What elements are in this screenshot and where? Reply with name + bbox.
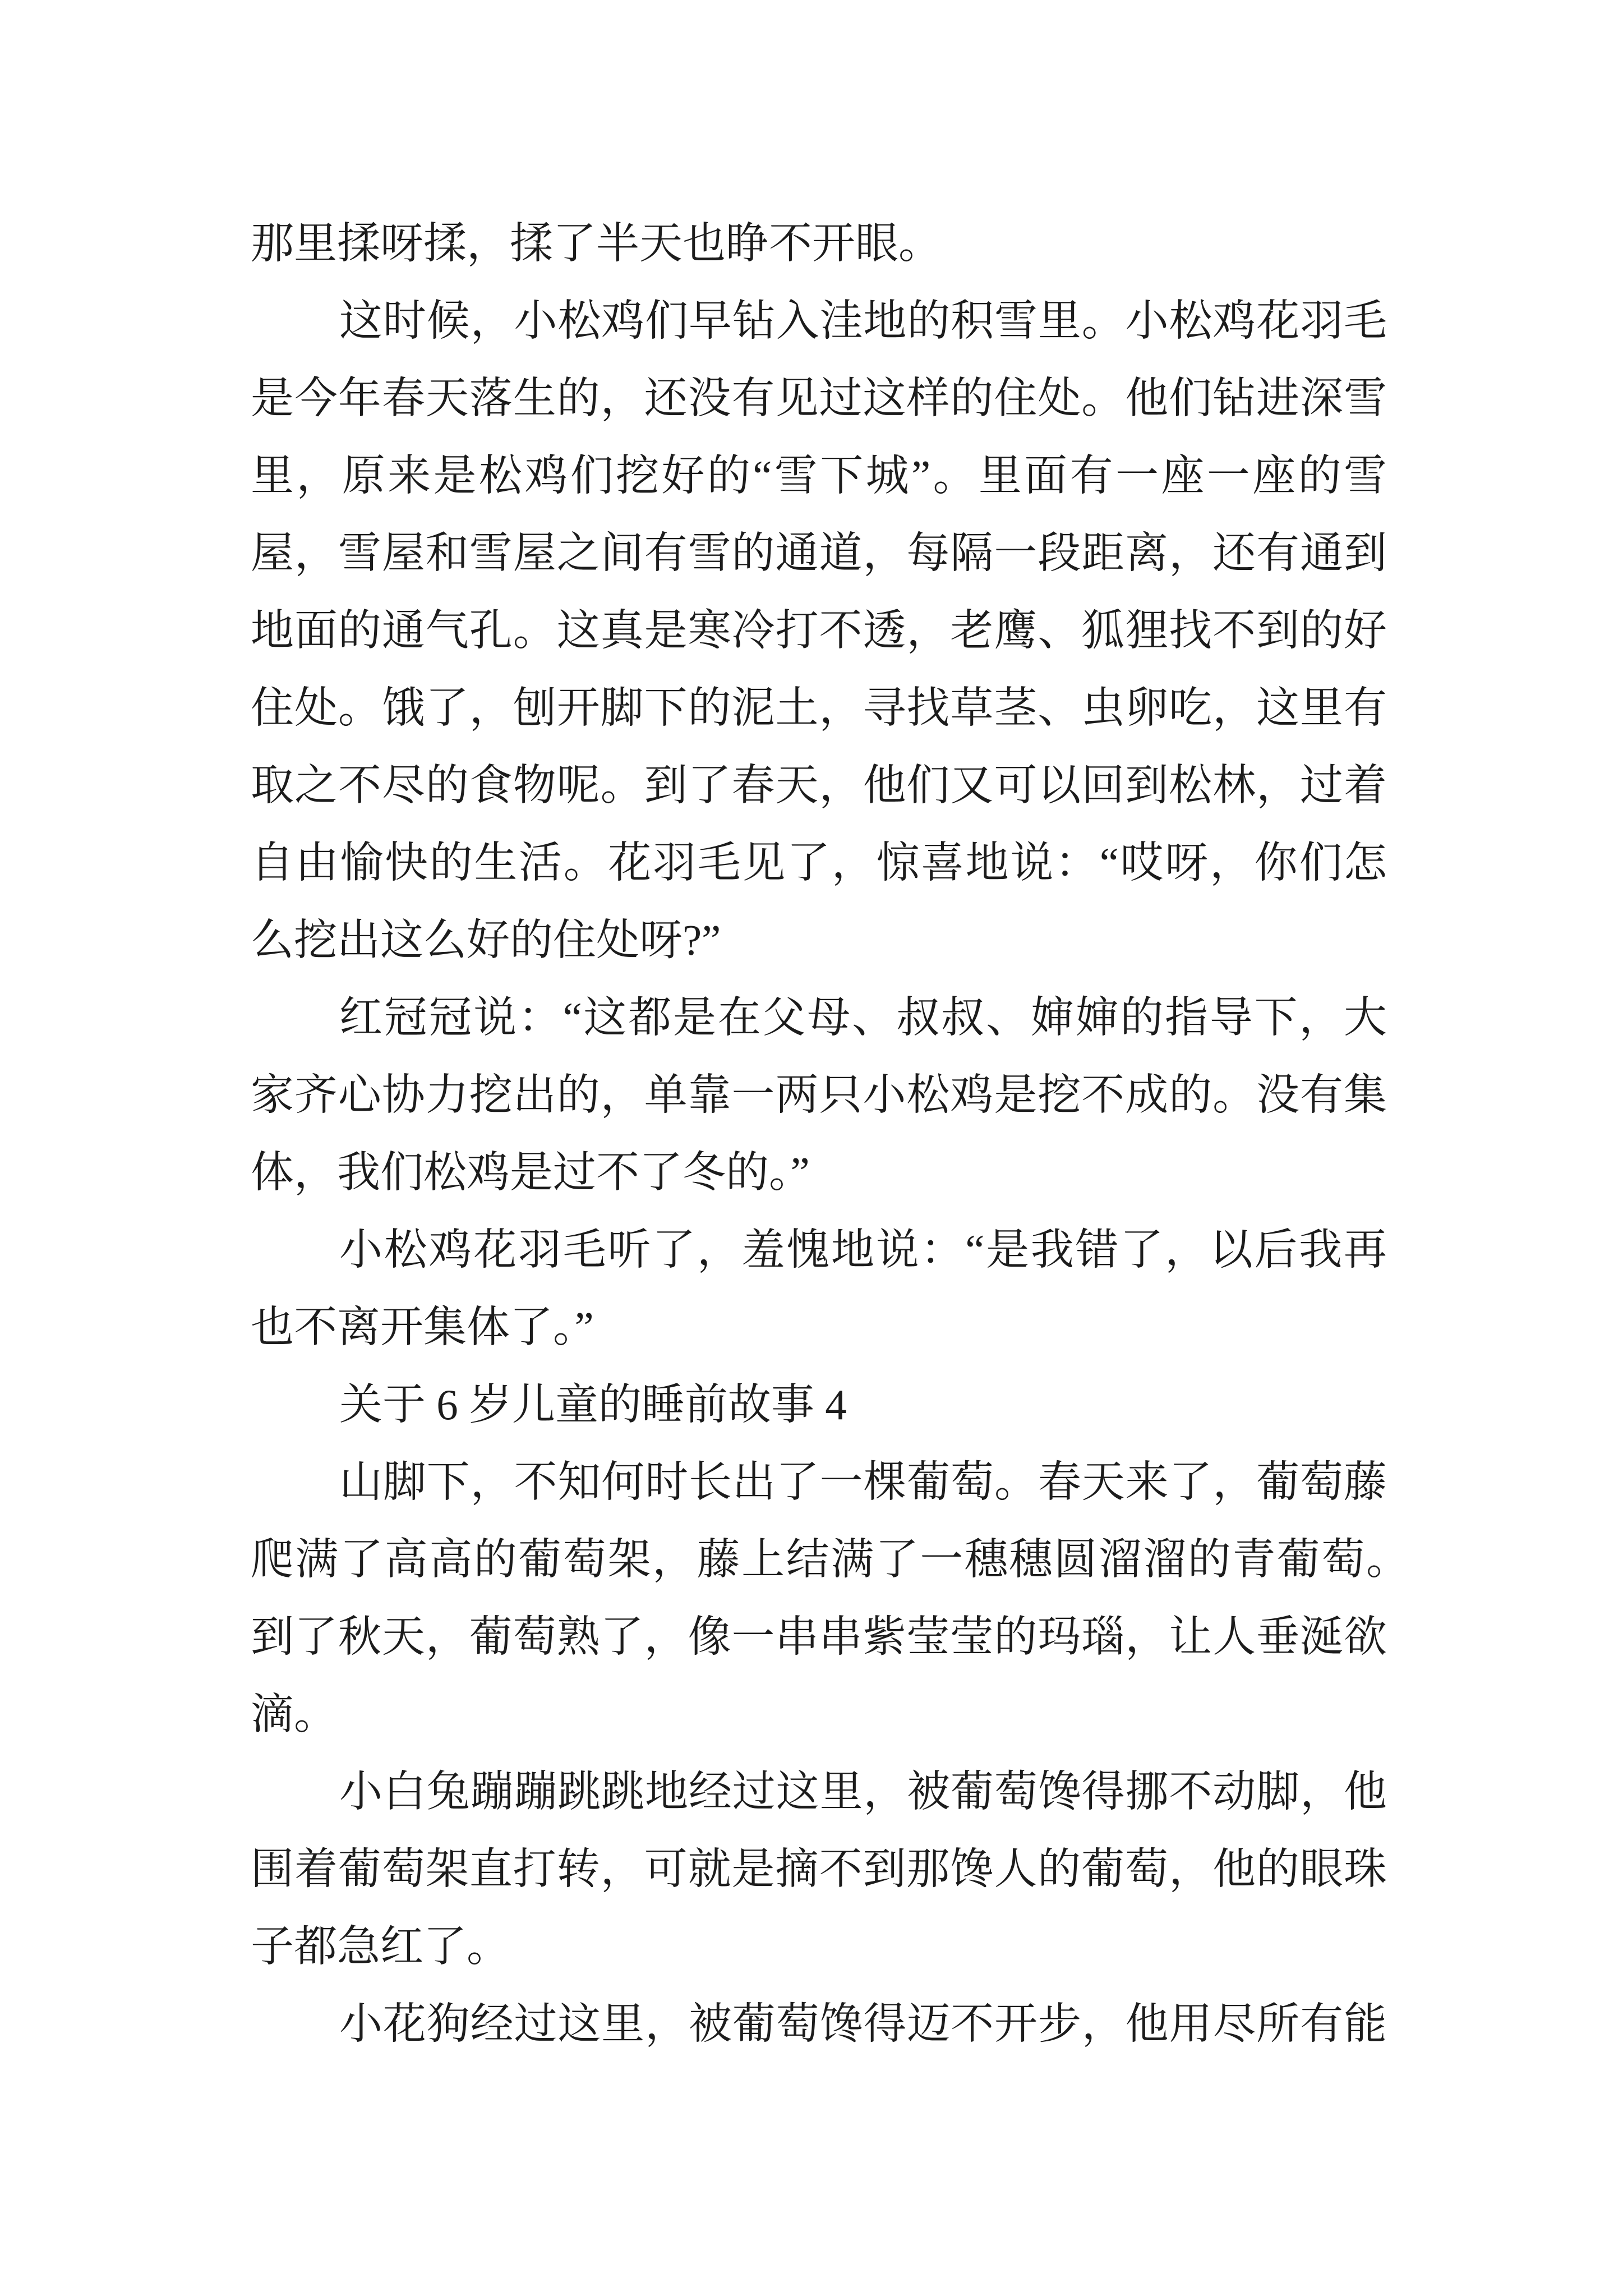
paragraph	[251, 979, 1387, 1211]
text-line: 住处。饿了，刨开脚下的泥土，寻找草茎、虫卵吃，这里有	[251, 684, 1387, 732]
text-line: 屋，雪屋和雪屋之间有雪的通道，每隔一段距离，还有通到	[251, 529, 1387, 577]
text-line: 红冠冠说：“这都是在父母、叔叔、婶婶的指导下，大	[339, 993, 1387, 1042]
text-line: 么挖出这么好的住处呀?”	[251, 916, 721, 964]
paragraph	[251, 1211, 1387, 1366]
text-line: 爬满了高高的葡萄架，藤上结满了一穗穗圆溜溜的青葡萄。	[251, 1535, 1409, 1584]
text-line: 山脚下，不知何时长出了一棵葡萄。春天来了，葡萄藤	[339, 1458, 1387, 1506]
text-line: 那里揉呀揉，揉了半天也睁不开眼。	[251, 219, 942, 268]
text-line: 围着葡萄架直打转，可就是摘不到那馋人的葡萄，他的眼珠	[251, 1845, 1387, 1893]
text-line: 小白兔蹦蹦跳跳地经过这里，被葡萄馋得挪不动脚，他	[339, 1768, 1387, 1816]
paragraph	[251, 1753, 1387, 1985]
text-line: 小花狗经过这里，被葡萄馋得迈不开步，他用尽所有能	[339, 2000, 1387, 2048]
text-line: 取之不尽的食物呢。到了春天，他们又可以回到松林，过着	[251, 761, 1387, 809]
text-line: 也不离开集体了。”	[251, 1303, 594, 1351]
section-heading-text: 关于 6 岁儿童的睡前故事 4	[339, 1381, 847, 1429]
paragraph	[251, 1443, 1409, 1753]
paragraph	[251, 205, 1387, 282]
text-line: 自由愉快的生活。花羽毛见了，惊喜地说：“哎呀，你们怎	[251, 839, 1387, 887]
text-line: 里，原来是松鸡们挖好的“雪下城”。里面有一座一座的雪	[251, 452, 1387, 500]
paragraph	[251, 1985, 1387, 2063]
text-line: 体，我们松鸡是过不了冬的。”	[251, 1148, 810, 1197]
paragraph	[251, 282, 1387, 979]
text-line: 小松鸡花羽毛听了，羞愧地说：“是我错了，以后我再	[339, 1226, 1387, 1274]
text-line: 家齐心协力挖出的，单靠一两只小松鸡是挖不成的。没有集	[251, 1071, 1387, 1119]
text-line: 是今年春天落生的，还没有见过这样的住处。他们钻进深雪	[251, 374, 1387, 422]
text-line: 到了秋天，葡萄熟了，像一串串紫莹莹的玛瑙，让人垂涎欲	[251, 1613, 1387, 1661]
text-line: 这时候，小松鸡们早钻入洼地的积雪里。小松鸡花羽毛	[339, 297, 1387, 345]
body-text	[251, 205, 1409, 2063]
text-line: 滴。	[251, 1690, 337, 1738]
text-line: 地面的通气孔。这真是寒冷打不透，老鹰、狐狸找不到的好	[251, 606, 1387, 655]
text-line: 子都急红了。	[251, 1922, 510, 1971]
section-heading	[251, 1366, 1387, 1443]
